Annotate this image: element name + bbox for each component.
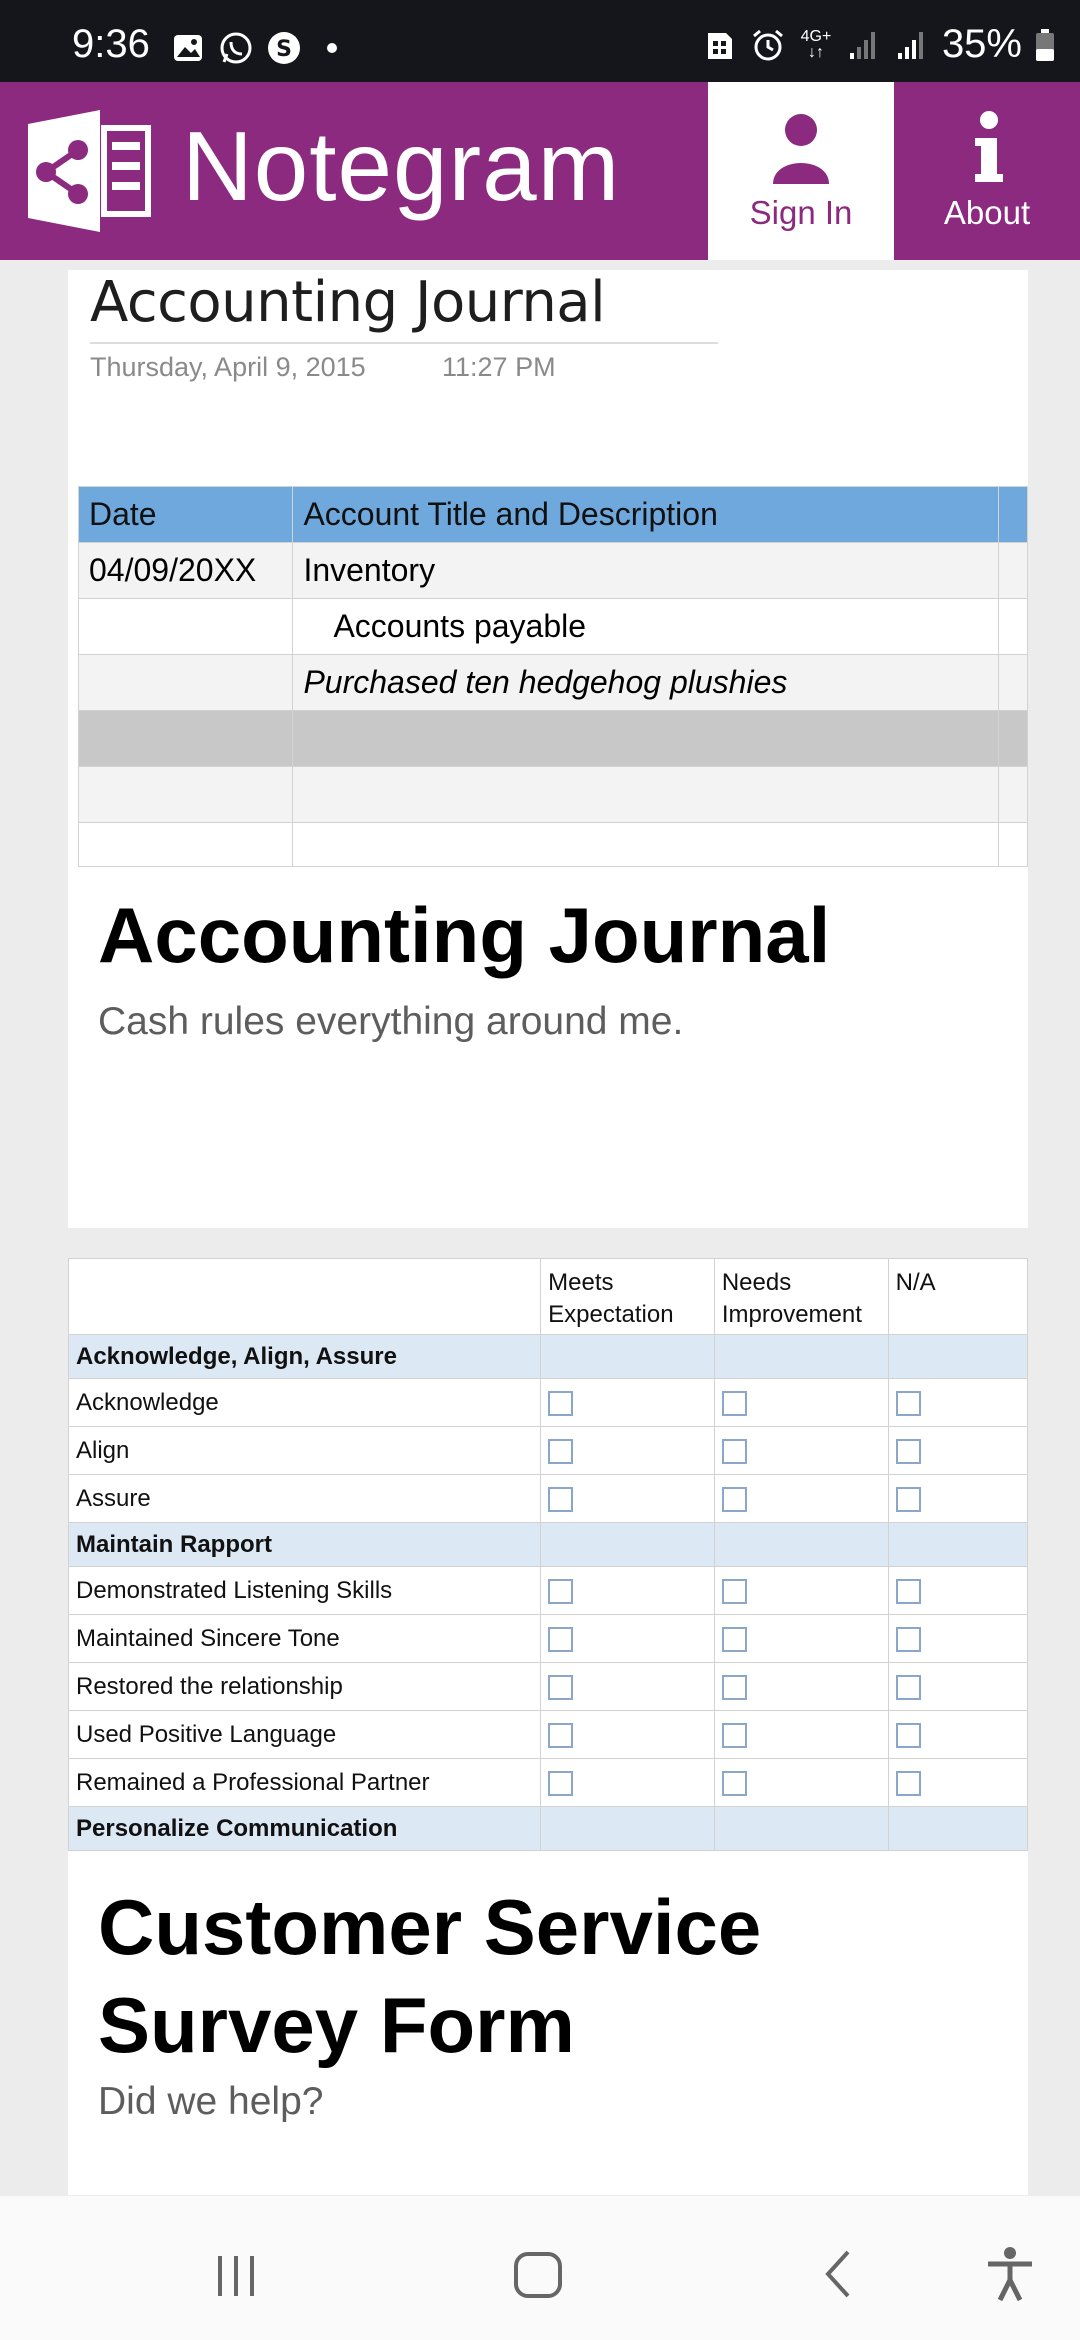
journal-cell-empty: [79, 767, 293, 823]
home-icon[interactable]: [508, 2244, 568, 2304]
checkbox[interactable]: [896, 1771, 921, 1796]
dot-icon: [314, 30, 350, 66]
journal-cell-empty: [293, 823, 998, 867]
journal-cell-empty: [293, 767, 998, 823]
checkbox[interactable]: [548, 1675, 573, 1700]
survey-cell: [714, 1615, 888, 1663]
info-icon: [957, 104, 1017, 184]
checkbox[interactable]: [896, 1627, 921, 1652]
survey-cell: [888, 1475, 1027, 1523]
checkbox[interactable]: [722, 1579, 747, 1604]
journal-cell-date: 04/09/20XX: [79, 543, 293, 599]
survey-header-na: N/A: [888, 1259, 1027, 1335]
survey-header-blank: [69, 1259, 541, 1335]
journal-cell-date: [79, 599, 293, 655]
notebook-subtitle: Did we help?: [98, 2080, 324, 2123]
notebook-card-survey[interactable]: [68, 1258, 1028, 2195]
journal-cell-desc: Purchased ten hedgehog plushies: [293, 655, 998, 711]
survey-cell-empty: [541, 1523, 715, 1567]
survey-cell-empty: [714, 1807, 888, 1851]
checkbox[interactable]: [722, 1771, 747, 1796]
recents-icon[interactable]: [206, 2244, 266, 2304]
journal-table: [78, 486, 1028, 867]
checkbox[interactable]: [722, 1391, 747, 1416]
survey-header-row: [69, 1259, 1028, 1335]
journal-cell-extra: [998, 599, 1028, 655]
journal-cell-desc: Accounts payable: [293, 599, 998, 655]
survey-item-label: Align: [69, 1427, 541, 1475]
survey-cell: [714, 1759, 888, 1807]
signal-icon: [894, 27, 930, 63]
survey-cell: [541, 1379, 715, 1427]
journal-header-date: Date: [79, 487, 293, 543]
user-icon: [771, 104, 831, 184]
survey-cell: [714, 1711, 888, 1759]
survey-cell: [714, 1663, 888, 1711]
status-bar: [0, 0, 1080, 82]
survey-cell: [541, 1759, 715, 1807]
journal-cell-empty: [79, 823, 293, 867]
journal-cell-extra: [998, 543, 1028, 599]
battery-icon: [1034, 27, 1056, 63]
svg-text:S: S: [276, 37, 292, 62]
sign-in-button[interactable]: [708, 82, 894, 260]
accessibility-icon[interactable]: [980, 2244, 1040, 2304]
journal-cell-empty: [998, 823, 1028, 867]
table-row: [69, 1475, 1028, 1523]
survey-cell-empty: [541, 1335, 715, 1379]
checkbox[interactable]: [896, 1723, 921, 1748]
table-row: [79, 823, 1028, 867]
survey-item-label: Restored the relationship: [69, 1663, 541, 1711]
table-row: [69, 1615, 1028, 1663]
survey-cell: [714, 1567, 888, 1615]
survey-table: [68, 1258, 1028, 1851]
whatsapp-icon: [218, 30, 254, 66]
survey-cell-empty: [888, 1807, 1027, 1851]
checkbox[interactable]: [722, 1627, 747, 1652]
checkbox[interactable]: [722, 1439, 747, 1464]
survey-cell: [888, 1759, 1027, 1807]
app-title: Notegram: [182, 111, 621, 221]
survey-cell: [714, 1475, 888, 1523]
survey-item-label: Remained a Professional Partner: [69, 1759, 541, 1807]
sign-in-label: Sign In: [749, 194, 853, 231]
survey-cell-empty: [888, 1523, 1027, 1567]
sim-icon: [702, 27, 738, 63]
journal-cell-empty: [998, 711, 1028, 767]
skype-icon: [266, 30, 302, 66]
survey-cell: [888, 1379, 1027, 1427]
journal-header-extra: [998, 487, 1028, 543]
survey-cell: [541, 1475, 715, 1523]
network-label: 4G+: [800, 27, 832, 45]
survey-cell: [714, 1427, 888, 1475]
notebook-card-accounting[interactable]: [68, 270, 1028, 1228]
survey-section-row: [69, 1523, 1028, 1567]
survey-cell: [888, 1711, 1027, 1759]
checkbox[interactable]: [722, 1723, 747, 1748]
survey-cell-empty: [714, 1523, 888, 1567]
survey-cell-empty: [714, 1335, 888, 1379]
checkbox[interactable]: [548, 1487, 573, 1512]
table-row: [69, 1711, 1028, 1759]
doc-page-title: Accounting Journal: [90, 270, 606, 335]
survey-item-label: Demonstrated Listening Skills: [69, 1567, 541, 1615]
journal-cell-empty: [998, 767, 1028, 823]
checkbox[interactable]: [896, 1675, 921, 1700]
survey-cell: [888, 1567, 1027, 1615]
signal-icon: [846, 27, 882, 63]
survey-header-meets: Meets Expectation: [541, 1259, 715, 1335]
survey-cell: [714, 1379, 888, 1427]
checkbox[interactable]: [548, 1579, 573, 1604]
journal-cell-empty: [293, 711, 998, 767]
survey-section-label: Maintain Rapport: [69, 1523, 541, 1567]
table-row: [79, 543, 1028, 599]
journal-cell-extra: [998, 655, 1028, 711]
doc-page-time: 11:27 PM: [442, 352, 556, 382]
survey-cell: [888, 1615, 1027, 1663]
checkbox[interactable]: [548, 1627, 573, 1652]
survey-section-row: [69, 1807, 1028, 1851]
table-row: [69, 1379, 1028, 1427]
table-row: [69, 1567, 1028, 1615]
about-label: About: [943, 194, 1031, 231]
system-nav-bar: [0, 2196, 1080, 2340]
checkbox[interactable]: [548, 1771, 573, 1796]
journal-header-row: [79, 487, 1028, 543]
table-row: [69, 1759, 1028, 1807]
checkbox[interactable]: [548, 1391, 573, 1416]
table-row: [79, 767, 1028, 823]
notebook-subtitle: Cash rules everything around me.: [98, 1000, 684, 1043]
table-row: [79, 599, 1028, 655]
survey-item-label: Maintained Sincere Tone: [69, 1615, 541, 1663]
notebook-title: Accounting Journal: [98, 891, 831, 979]
back-icon[interactable]: [812, 2244, 872, 2304]
survey-cell: [541, 1615, 715, 1663]
doc-page-date: Thursday, April 9, 2015: [90, 352, 366, 382]
journal-cell-empty: [79, 711, 293, 767]
survey-cell-empty: [541, 1807, 715, 1851]
table-row: [69, 1427, 1028, 1475]
table-row: [79, 711, 1028, 767]
gallery-icon: [170, 30, 206, 66]
survey-item-label: Acknowledge: [69, 1379, 541, 1427]
app-bar: [0, 82, 1080, 260]
journal-cell-date: [79, 655, 293, 711]
checkbox[interactable]: [722, 1675, 747, 1700]
survey-item-label: Used Positive Language: [69, 1711, 541, 1759]
survey-cell: [888, 1427, 1027, 1475]
notegram-logo-icon: [28, 110, 152, 232]
notebook-title: Customer Service Survey Form: [98, 1883, 762, 2069]
journal-cell-desc: Inventory: [293, 543, 998, 599]
survey-cell: [888, 1663, 1027, 1711]
survey-section-label: Personalize Communication: [69, 1807, 541, 1851]
survey-cell: [541, 1567, 715, 1615]
battery-percent: 35%: [941, 22, 1022, 66]
table-row: [69, 1663, 1028, 1711]
survey-header-needs: Needs Improvement: [714, 1259, 888, 1335]
checkbox[interactable]: [896, 1579, 921, 1604]
table-row: [79, 655, 1028, 711]
survey-cell: [541, 1711, 715, 1759]
checkbox[interactable]: [548, 1723, 573, 1748]
network-icon: 4G+ ↓↑: [800, 27, 832, 61]
survey-cell: [541, 1663, 715, 1711]
checkbox[interactable]: [896, 1487, 921, 1512]
checkbox[interactable]: [896, 1439, 921, 1464]
about-button[interactable]: [894, 82, 1080, 260]
survey-cell-empty: [888, 1335, 1027, 1379]
doc-title-rule: [90, 342, 718, 344]
survey-cell: [541, 1427, 715, 1475]
checkbox[interactable]: [722, 1487, 747, 1512]
checkbox[interactable]: [548, 1439, 573, 1464]
journal-header-description: Account Title and Description: [293, 487, 998, 543]
checkbox[interactable]: [896, 1391, 921, 1416]
survey-section-label: Acknowledge, Align, Assure: [69, 1335, 541, 1379]
alarm-icon: [750, 27, 786, 63]
survey-item-label: Assure: [69, 1475, 541, 1523]
survey-section-row: [69, 1335, 1028, 1379]
status-time: 9:36: [72, 22, 150, 66]
